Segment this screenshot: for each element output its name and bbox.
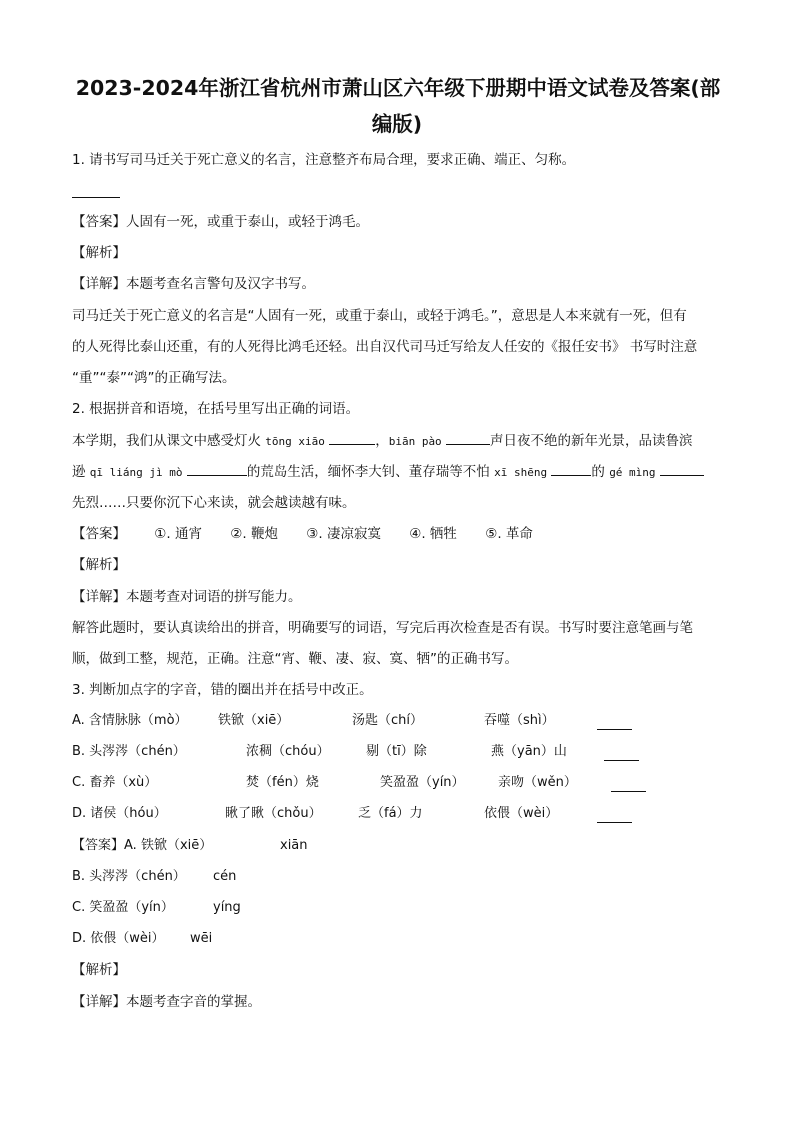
pinyin-hint: qī liáng jì mò bbox=[89, 466, 183, 479]
answer-item-4: ④. 牺牲 bbox=[409, 526, 457, 542]
q1-detail bbox=[72, 274, 315, 294]
q2-passage-line3: 先烈……只要你沉下心来读，就会越读越有味。 bbox=[72, 495, 356, 511]
pinyin-hint: tōng xiāo bbox=[265, 435, 325, 448]
passage-text: 的荒岛生活，缅怀李大钊、董存瑞等不怕 bbox=[246, 464, 490, 480]
option-item: 燕（yān）山 bbox=[491, 744, 567, 759]
q2-detail bbox=[72, 587, 302, 607]
answer-blank bbox=[597, 728, 632, 730]
option-item: 浓稠（chóu） bbox=[246, 744, 330, 759]
answer-item-5: ⑤. 革命 bbox=[485, 526, 533, 542]
answer-tag: 【答案】 bbox=[72, 214, 126, 230]
q2-explanation-line2: 顺，做到工整，规范，正确。注意“宵、鞭、凄、寂、寞、牺”的正确书写。 bbox=[72, 651, 518, 667]
answer-tag: 【答案】 bbox=[72, 838, 125, 853]
answer-correction: xiān bbox=[280, 838, 308, 853]
option-item: 乏（fá）力 bbox=[358, 806, 423, 821]
q2-analysis-tag: 【解析】 bbox=[72, 557, 126, 573]
answer-item-1: ①. 通宵 bbox=[154, 526, 202, 542]
option-item: C. 畜养（xù） bbox=[72, 775, 158, 790]
detail-text: 本题考查字音的掌握。 bbox=[126, 994, 261, 1010]
q1-explanation-line2: 的人死得比泰山还重，有的人死得比鸿毛还轻。出自汉代司马迁写给友人任安的《报任安书》 书写时注意 bbox=[72, 339, 698, 355]
answer-blank bbox=[597, 821, 632, 823]
pinyin-hint: biān pào bbox=[388, 435, 442, 448]
option-item: 剔（tī）除 bbox=[366, 744, 427, 759]
answer-item-3: ③. 凄凉寂寞 bbox=[306, 526, 381, 542]
q1-explanation-line3: “重”“泰”“鸿”的正确写法。 bbox=[72, 370, 236, 386]
answer-item: D. 依偎（wèi） bbox=[72, 931, 165, 946]
option-item: 依偎（wèi） bbox=[484, 806, 559, 821]
detail-tag: 【详解】 bbox=[72, 589, 126, 605]
detail-text: 本题考查对词语的拼写能力。 bbox=[126, 589, 302, 605]
answer-blank bbox=[660, 474, 704, 476]
pinyin-hint: gé mìng bbox=[609, 466, 656, 479]
q1-blank-line bbox=[72, 184, 120, 204]
document-title-line2: 编版) bbox=[371, 112, 423, 136]
answer-tag: 【答案】 bbox=[72, 526, 126, 542]
option-item: 笑盈盈（yín） bbox=[380, 775, 465, 790]
q2-explanation-line1: 解答此题时，要认真读给出的拼音，明确要写的词语，写完后再次检查是否有误。书写时要注意笔画与笔 bbox=[72, 620, 693, 636]
q3-answer-row-c bbox=[72, 898, 241, 918]
passage-text: 本学期，我们从课文中感受灯火 bbox=[72, 433, 261, 449]
option-item: B. 头涔涔（chén） bbox=[72, 744, 186, 759]
option-item: 瞅了瞅（chǒu） bbox=[225, 806, 322, 821]
q2-passage-line1 bbox=[72, 431, 692, 452]
option-item: 焚（fén）烧 bbox=[246, 775, 319, 790]
option-item: D. 诸侯（hóu） bbox=[72, 806, 167, 821]
q1-question: 1. 请书写司马迁关于死亡意义的名言，注意整齐布局合理，要求正确、端正、匀称。 bbox=[72, 152, 576, 168]
option-item: 铁锨（xiē） bbox=[218, 713, 290, 728]
pinyin-hint: xī shēng bbox=[494, 466, 548, 479]
answer-blank bbox=[611, 790, 646, 792]
document-title-line1: 2023-2024年浙江省杭州市萧山区六年级下册期中语文试卷及答案(部 bbox=[75, 76, 721, 100]
q2-question: 2. 根据拼音和语境，在括号里写出正确的词语。 bbox=[72, 401, 360, 417]
q3-answer-row-a bbox=[72, 836, 308, 856]
answer-blank bbox=[329, 443, 375, 445]
detail-text: 本题考查名言警句及汉字书写。 bbox=[126, 276, 315, 292]
passage-text: 声日夜不绝的新年光景，品读鲁滨 bbox=[489, 433, 693, 449]
passage-text: ， bbox=[375, 433, 389, 449]
answer-item: B. 头涔涔（chén） bbox=[72, 869, 186, 884]
answer-blank bbox=[187, 474, 247, 476]
q3-analysis-tag: 【解析】 bbox=[72, 962, 126, 978]
q1-explanation-line1: 司马迁关于死亡意义的名言是“人固有一死，或重于泰山，或轻于鸿毛。”，意思是人本来就有一死，但有 bbox=[72, 308, 687, 324]
answer-item: A. 铁锨（xiē） bbox=[124, 838, 213, 853]
detail-tag: 【详解】 bbox=[72, 994, 126, 1010]
answer-blank bbox=[604, 759, 639, 761]
answer-item-2: ②. 鞭炮 bbox=[230, 526, 278, 542]
q3-answer-row-b bbox=[72, 867, 237, 887]
q2-passage-line2 bbox=[72, 462, 704, 483]
answer-correction: wēi bbox=[190, 931, 213, 946]
q1-analysis-tag: 【解析】 bbox=[72, 245, 126, 261]
option-item: 亲吻（wěn） bbox=[498, 775, 577, 790]
q3-answer-row-d bbox=[72, 929, 213, 949]
answer-item: C. 笑盈盈（yín） bbox=[72, 900, 174, 915]
answer-text: 人固有一死，或重于泰山，或轻于鸿毛。 bbox=[126, 214, 369, 230]
answer-blank bbox=[551, 474, 591, 476]
option-item: 汤匙（chí） bbox=[352, 713, 423, 728]
q3-question: 3. 判断加点字的字音，错的圈出并在括号中改正。 bbox=[72, 682, 373, 698]
detail-tag: 【详解】 bbox=[72, 276, 126, 292]
passage-text: 的 bbox=[591, 464, 605, 480]
option-item: 吞噬（shì） bbox=[484, 713, 555, 728]
q1-answer bbox=[72, 212, 369, 232]
answer-correction: yíng bbox=[213, 900, 241, 915]
answer-blank bbox=[446, 443, 490, 445]
answer-correction: cén bbox=[213, 869, 237, 884]
q3-detail bbox=[72, 992, 261, 1012]
passage-text: 逊 bbox=[72, 464, 86, 480]
q2-answer bbox=[72, 524, 533, 544]
option-item: A. 含情脉脉（mò） bbox=[72, 713, 188, 728]
